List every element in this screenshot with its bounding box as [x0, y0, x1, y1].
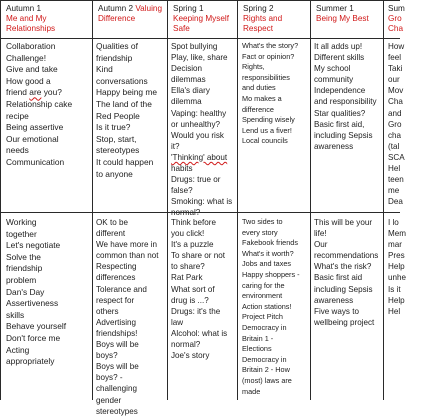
topic-line: recommendations	[314, 251, 379, 261]
topic-line: environment	[242, 291, 283, 301]
topic-line: We have more in	[96, 240, 158, 250]
topic-line: needs	[6, 145, 29, 156]
topic-line: It all adds up!	[314, 42, 363, 51]
topic-line: responsibilities	[242, 72, 290, 82]
lower-topics	[6, 217, 91, 368]
topic-line: and	[388, 108, 402, 118]
topic-line: Democracy in	[242, 322, 287, 332]
topic-line: I lo	[388, 218, 399, 227]
topic-line: Qualities of	[96, 41, 138, 51]
topic-line: respect for	[96, 295, 135, 305]
theme-label: Gro Cha	[388, 14, 404, 33]
topic-line: Britain 1 -	[242, 333, 274, 343]
topic-line: together	[6, 228, 37, 239]
topic-line: life!	[314, 229, 327, 239]
topic-line: Local councils	[242, 136, 288, 146]
topic-line: appropriately	[6, 356, 55, 367]
topic-line: Five ways to	[314, 306, 359, 316]
topic-line: (most) laws are	[242, 375, 292, 385]
topic-line: Give and take	[6, 64, 58, 75]
topic-line: Cha	[388, 97, 403, 107]
theme-label: Me and My Relationships	[6, 14, 56, 33]
topic-line: dilemmas	[171, 75, 206, 85]
topic-line: it?	[171, 141, 180, 151]
topic-line: Rat Park	[171, 273, 203, 283]
topic-line: stereotypes	[96, 406, 138, 416]
topic-line: Basic first aid,	[314, 119, 365, 129]
topic-line: Decision	[171, 64, 203, 74]
topic-line: every story	[242, 227, 278, 237]
topic-line: Alcohol: what is	[171, 328, 228, 338]
topic-line: to share?	[171, 262, 205, 272]
theme-label: Rights and Respect	[243, 14, 283, 33]
term-text: Autumn 2	[98, 4, 134, 13]
topic-line: Action stations!	[242, 301, 292, 311]
topic-line: dilemma	[171, 97, 202, 107]
topic-line: Britain 2 - How	[242, 365, 290, 375]
topic-line: boys? -	[96, 373, 123, 383]
topic-line: Don't force me	[6, 332, 61, 343]
topic-line: recipe	[6, 110, 29, 121]
topic-line: others	[96, 306, 119, 316]
column-header	[243, 4, 308, 34]
topic-line: Solve the	[6, 251, 41, 262]
topic-line: law	[171, 317, 184, 327]
grid-line	[0, 0, 400, 1]
topic-line: The land of the	[96, 98, 152, 109]
topic-line: Different skills	[314, 53, 365, 63]
topic-line: Rights,	[242, 62, 265, 72]
topic-line: Star qualities?	[314, 108, 366, 118]
topic-line: Joe's story	[171, 351, 210, 361]
topic-line: drug is ...?	[171, 295, 209, 305]
topic-line: Respecting	[96, 262, 137, 272]
topic-line: Jobs and taxes	[242, 259, 292, 269]
topic-line: Mov	[388, 86, 404, 96]
topic-line: Challenge!	[6, 52, 47, 63]
topic-line: Dea	[388, 197, 403, 207]
topic-line: Collaboration	[6, 41, 56, 51]
upper-topics	[314, 41, 382, 152]
column-summer-1	[310, 0, 383, 400]
topic-line: Spot bullying	[171, 42, 218, 51]
topic-line: friendship	[6, 263, 43, 274]
topic-line: including Sepsis	[314, 130, 373, 140]
grid-line	[383, 0, 384, 400]
lower-topics	[388, 217, 428, 317]
topic-line: Hel	[388, 306, 401, 316]
topic-line: Two sides to	[242, 217, 283, 226]
lower-topics	[171, 217, 236, 361]
topic-line: boys?	[96, 351, 118, 361]
topic-line: Lend us a fiver!	[242, 125, 292, 135]
topic-line: difference	[242, 104, 274, 114]
topic-line: OK to be	[96, 218, 128, 227]
topic-line: or unhealthy?	[171, 119, 221, 129]
column-spring-1	[167, 0, 237, 400]
topic-line: Fakebook friends	[242, 238, 298, 248]
column-autumn-2	[92, 0, 167, 416]
grid-line	[310, 0, 311, 400]
theme-text: Keeping Myself Safe	[173, 14, 229, 33]
upper-topics	[388, 41, 428, 207]
topic-line: It's a puzzle	[171, 240, 214, 250]
column-autumn-1	[0, 0, 92, 400]
topic-line: Independence	[314, 86, 366, 96]
topic-line: My school	[314, 64, 351, 74]
topic-line: Mem	[388, 229, 406, 239]
topic-line: including Sepsis	[314, 284, 373, 294]
topic-line: wellbeing project	[314, 317, 375, 327]
topic-line: (tal	[388, 141, 400, 151]
topic-line: caring for the	[242, 280, 285, 290]
column-header	[388, 4, 405, 34]
term-text: Spring 1	[173, 4, 204, 13]
theme-label: Being My Best	[316, 14, 369, 23]
topic-line: Being assertive	[6, 122, 64, 133]
topic-line: normal?	[171, 340, 201, 350]
topic-line: Elections	[242, 344, 272, 354]
topic-line: Drugs: true or	[171, 175, 221, 185]
grid-line	[237, 0, 238, 400]
topic-line: SCA	[388, 152, 405, 162]
topic-line: habits	[171, 164, 193, 174]
topic-line: friendships!	[96, 328, 138, 338]
upper-topics	[96, 41, 166, 180]
topic-line: made	[242, 386, 261, 396]
topic-line: Let's negotiate	[6, 240, 61, 251]
grid-line	[92, 0, 93, 400]
topic-line: challenging	[96, 384, 137, 394]
topic-line: Would you risk	[171, 130, 224, 140]
topic-line: false?	[171, 186, 193, 196]
topic-line: What's the risk?	[314, 262, 372, 272]
topic-line: Help	[388, 262, 405, 272]
topic-line: you click!	[171, 229, 205, 239]
topic-line: How good a	[6, 75, 51, 86]
topic-line: Ella's diary	[171, 86, 210, 96]
lower-topics	[242, 217, 309, 400]
topic-line: Happy shoppers -	[242, 269, 300, 279]
topic-line: and responsibility	[314, 97, 377, 107]
topic-line: Democracy in	[242, 354, 287, 364]
topic-line: Tolerance and	[96, 284, 147, 294]
topic-line: Spending wisely	[242, 115, 295, 125]
topic-line: common than not	[96, 251, 159, 261]
grid-line	[0, 38, 400, 39]
lower-topics	[314, 217, 382, 328]
topic-line: Help	[388, 295, 405, 305]
topic-line: Taki	[388, 64, 403, 74]
topic-line: problem	[6, 274, 37, 285]
topic-line: feel	[388, 53, 402, 63]
topic-line: awareness	[314, 141, 354, 151]
column-header	[6, 4, 90, 34]
topic-line: Our	[314, 240, 328, 250]
term-label: Spring 2	[243, 4, 274, 13]
topic-line: awareness	[314, 295, 354, 305]
column-header	[173, 4, 235, 34]
topic-line: What sort of	[171, 284, 215, 294]
topic-line: stereotypes	[96, 145, 140, 156]
topic-line: unhe	[388, 273, 407, 283]
topic-line: friendship	[96, 52, 133, 63]
topic-line: conversations	[96, 75, 148, 86]
topic-line: skills	[6, 309, 25, 320]
grid-line	[167, 0, 168, 400]
topic-line: mar	[388, 240, 402, 250]
upper-topics	[6, 41, 91, 169]
topic-line: Play, like, share	[171, 53, 228, 63]
topic-line: and duties	[242, 83, 276, 93]
topic-line: cha	[388, 130, 402, 140]
column-spring-2	[237, 0, 310, 400]
topic-line: This will be your	[314, 218, 373, 227]
topic-line: Boys will be	[96, 362, 139, 372]
topic-line: Red People	[96, 110, 140, 121]
column-summer-2	[383, 0, 407, 400]
topic-line: Is it	[388, 284, 401, 294]
upper-topics	[242, 41, 309, 147]
topic-line: What's it worth?	[242, 248, 294, 258]
term-label: Summer 1	[316, 4, 354, 13]
upper-topics	[171, 41, 236, 219]
lower-topics	[96, 217, 166, 416]
topic-line: differences	[96, 273, 136, 283]
topic-line: Drugs: it's the	[171, 306, 221, 316]
topic-line: Mo makes a	[242, 93, 282, 103]
topic-line: Fact or opinion?	[242, 51, 295, 61]
topic-line: Basic first aid	[314, 273, 363, 283]
topic-line: Stop, start,	[96, 133, 137, 144]
topic-line: gender	[96, 395, 122, 405]
topic-line: Relationship cake	[6, 98, 73, 109]
theme-text: Valuing Difference	[98, 4, 163, 23]
topic-line: Think before	[171, 218, 216, 227]
topic-line: to anyone	[96, 168, 133, 179]
term-label: Autumn 1	[6, 4, 42, 13]
term-label	[173, 4, 235, 34]
topic-line: Boys will be	[96, 340, 139, 350]
term-label	[98, 4, 165, 24]
topic-line: teen	[388, 175, 404, 185]
topic-line: Behave yourself	[6, 321, 67, 332]
topic-line: It could happen	[96, 156, 154, 167]
topic-line: Smoking: what is	[171, 197, 233, 207]
topic-line: Acting	[6, 344, 30, 355]
topic-line: Assertiveness	[6, 298, 59, 309]
topic-line: How	[388, 42, 405, 51]
topic-line: To share or not	[171, 251, 225, 261]
topic-line: me	[388, 186, 400, 196]
topic-line: 'Thinking' about	[171, 152, 228, 162]
topic-line: Pres	[388, 251, 405, 261]
topic-line: What's the story?	[242, 41, 299, 50]
topic-line: Vaping: healthy	[171, 108, 227, 118]
topic-line: our	[388, 75, 400, 85]
topic-line: Hel	[388, 164, 401, 174]
topic-line: Project Pitch	[242, 312, 283, 322]
topic-line: Is it true?	[96, 122, 131, 133]
topic-line: Kind	[96, 64, 113, 75]
grid-line	[0, 212, 400, 213]
column-header	[98, 4, 165, 24]
term-label: Sum	[388, 4, 405, 13]
topic-line: Working	[6, 217, 37, 227]
topic-line: Happy being me	[96, 87, 157, 98]
topic-line: friend are you?	[6, 87, 62, 98]
topic-line: Communication	[6, 156, 65, 167]
column-header	[316, 4, 381, 24]
topic-line: community	[314, 75, 354, 85]
grid-line	[0, 0, 1, 400]
topic-line: Gro	[388, 119, 402, 129]
topic-line: different	[96, 229, 126, 239]
topic-line: Advertising	[96, 317, 137, 327]
topic-line: Our emotional	[6, 133, 59, 144]
topic-line: Dan's Day	[6, 286, 45, 297]
